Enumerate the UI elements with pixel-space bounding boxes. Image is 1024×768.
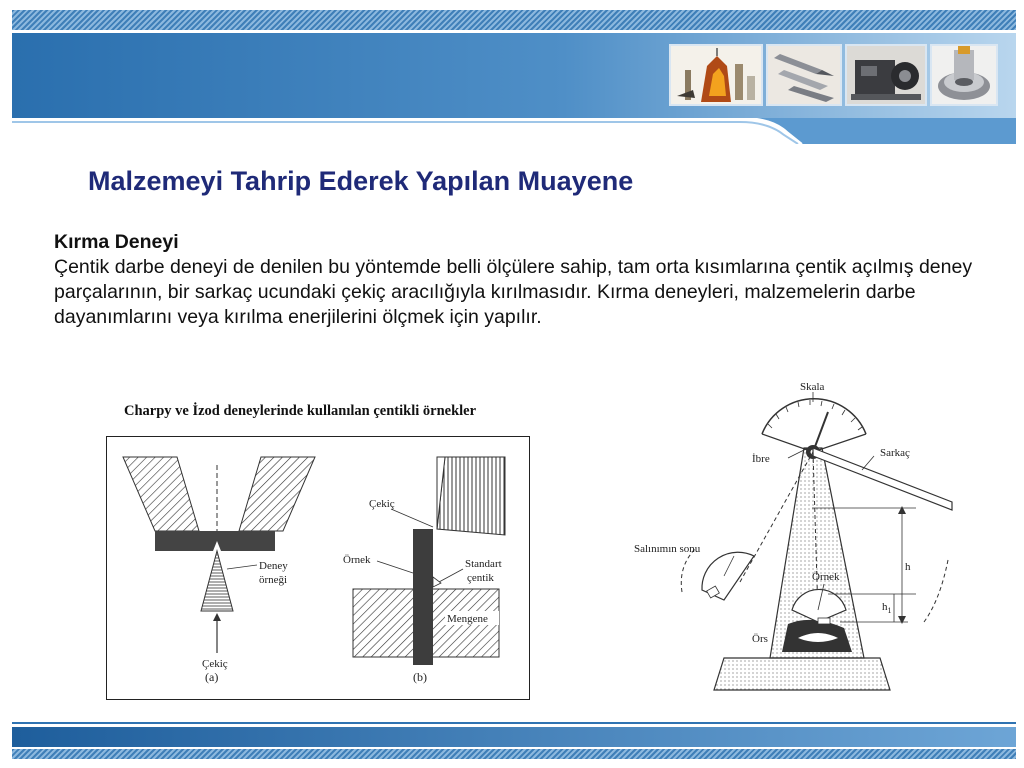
label-ornek-right: Örnek bbox=[812, 571, 840, 583]
footer-line bbox=[12, 722, 1016, 724]
label-h1-base: h bbox=[882, 601, 888, 613]
label-ibre: İbre bbox=[752, 453, 770, 465]
label-standart: Standart bbox=[465, 558, 502, 570]
diagram-a bbox=[123, 457, 315, 684]
label-b: (b) bbox=[413, 670, 427, 684]
label-centik: çentik bbox=[467, 572, 494, 584]
header-curve bbox=[12, 118, 1016, 144]
diagram-b bbox=[343, 457, 505, 684]
body-text-block bbox=[54, 230, 984, 330]
label-ornek-b: Örnek bbox=[343, 554, 371, 566]
footer-stripe bbox=[12, 749, 1016, 759]
label-a: (a) bbox=[205, 670, 219, 684]
header-thumbnail-machine bbox=[845, 44, 927, 106]
figure-caption: Charpy ve İzod deneylerinde kullanılan çentikli örnekler bbox=[124, 403, 477, 419]
header-thumbnail-drill-bits bbox=[766, 44, 842, 106]
label-deney: Deney bbox=[259, 560, 288, 572]
charpy-izod-figure bbox=[106, 436, 530, 700]
label-h1-sub: 1 bbox=[887, 606, 892, 615]
label-h1 bbox=[882, 601, 892, 615]
label-skala: Skala bbox=[800, 381, 825, 393]
header-stripe bbox=[12, 10, 1016, 30]
body-paragraph: Çentik darbe deneyi de denilen bu yöntemde belli ölçülere sahip, tam orta kısımlarına çentik açılmış deney parçalarının, bir sarkaç ucundaki çekiç aracılığıyla kırılmasıdır. Kırma deneyleri, malzemelerin darbe dayanımlarını veya kırılma enerjilerini ölçmek için yapılır. bbox=[54, 256, 973, 328]
label-cekic-a: Çekiç bbox=[202, 658, 228, 670]
label-sarkac: Sarkaç bbox=[880, 447, 910, 459]
pendulum-tester-figure bbox=[612, 352, 964, 702]
label-ornegi: örneği bbox=[259, 574, 288, 586]
footer-band bbox=[12, 727, 1016, 747]
header-thumbnail-bearing bbox=[930, 44, 998, 106]
label-salinim-sonu: Salınımın sonu bbox=[634, 543, 701, 555]
label-mengene: Mengene bbox=[447, 613, 488, 625]
subheading: Kırma Deneyi bbox=[54, 231, 179, 253]
label-cekic-b: Çekiç bbox=[369, 498, 395, 510]
header-thumbnail-furnace bbox=[669, 44, 763, 106]
slide-title: Malzemeyi Tahrip Ederek Yapılan Muayene bbox=[88, 166, 634, 196]
label-ors: Örs bbox=[752, 633, 768, 645]
label-h: h bbox=[905, 561, 911, 573]
